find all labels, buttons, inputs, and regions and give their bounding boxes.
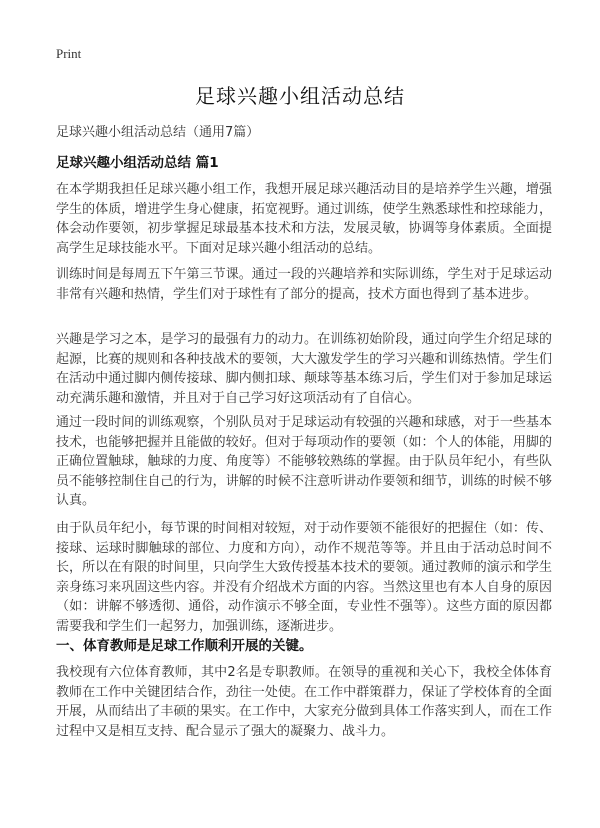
section-heading-2: 一、体育教师是足球工作顺利开展的关键。: [56, 638, 313, 654]
section-heading-1: 足球兴趣小组活动总结 篇1: [56, 155, 219, 171]
paragraph-5: 由于队员年纪小，每节课的时间相对较短，对于动作要领不能很好的把握住（如：传、接球、运球时脚触球的部位、力度和方向），动作不规范等等。并且由于活动总时间不长，所以在有限的时间里，只向学生大致传授基本技术的要领。通过教师的演示和学生亲身练习来巩固这些内容。并没有介绍战术方面的内容。当然这里也有本人自身的原因（如：讲解不够透彻、通俗，动作演示不够全面，专业性不强等）。这些方面的原因都需要我和学生们一起努力，加强训练，逐渐进步。: [56, 521, 552, 634]
document-title: 足球兴趣小组活动总结: [195, 84, 405, 108]
paragraph-6: 我校现有六位体育教师，其中2名是专职教师。在领导的重视和关心下，我校全体体育教师在工作中关键团结合作，劲往一处使。在工作中群策群力，保证了学校体育的全面开展，从而结出了丰硕的果实。在工作中，大家充分做到具体工作落实到人，而在工作过程中又是相互支持、配合显示了强大的凝聚力、战斗力。: [56, 665, 552, 739]
document-subtitle: 足球兴趣小组活动总结（通用7篇）: [56, 125, 260, 140]
paragraph-3: 兴趣是学习之本，是学习的最强有力的动力。在训练初始阶段，通过向学生介绍足球的起源，比赛的规则和各种技战术的要领，大大激发学生的学习兴趣和训练热情。学生们在活动中通过脚内侧传接球、脚内侧扣球、颠球等基本练习后，学生们对于参加足球运动充满乐趣和激情，并且对于自己学习好这项活动有了自信心。: [56, 332, 552, 406]
paragraph-2: 训练时间是每周五下午第三节课。通过一段的兴趣培养和实际训练，学生对于足球运动非常有兴趣和热情，学生们对于球性有了部分的提高，技术方面也得到了基本进步。: [56, 267, 552, 302]
print-link[interactable]: Print: [56, 46, 82, 61]
paragraph-1: 在本学期我担任足球兴趣小组工作，我想开展足球兴趣活动目的是培养学生兴趣，增强学生的体质，增进学生身心健康，拓宽视野。通过训练，使学生熟悉球性和控球能力，体会动作要领，初步掌握足球最基本技术和方法，发展灵敏，协调等身体素质。全面提高学生足球技能水平。下面对足球兴趣小组活动的总结。: [56, 182, 552, 256]
paragraph-4: 通过一段时间的训练观察，个别队员对于足球运动有较强的兴趣和球感，对于一些基本技术，也能够把握并且能做的较好。但对于每项动作的要领（如：个人的体能，用脚的正确位置触球，触球的力度、角度等）不能够较熟练的掌握。由于队员年纪小，有些队员不能够控制住自己的行为，讲解的时候不注意听讲动作要领和细节，训练的时候不够认真。: [56, 415, 552, 508]
